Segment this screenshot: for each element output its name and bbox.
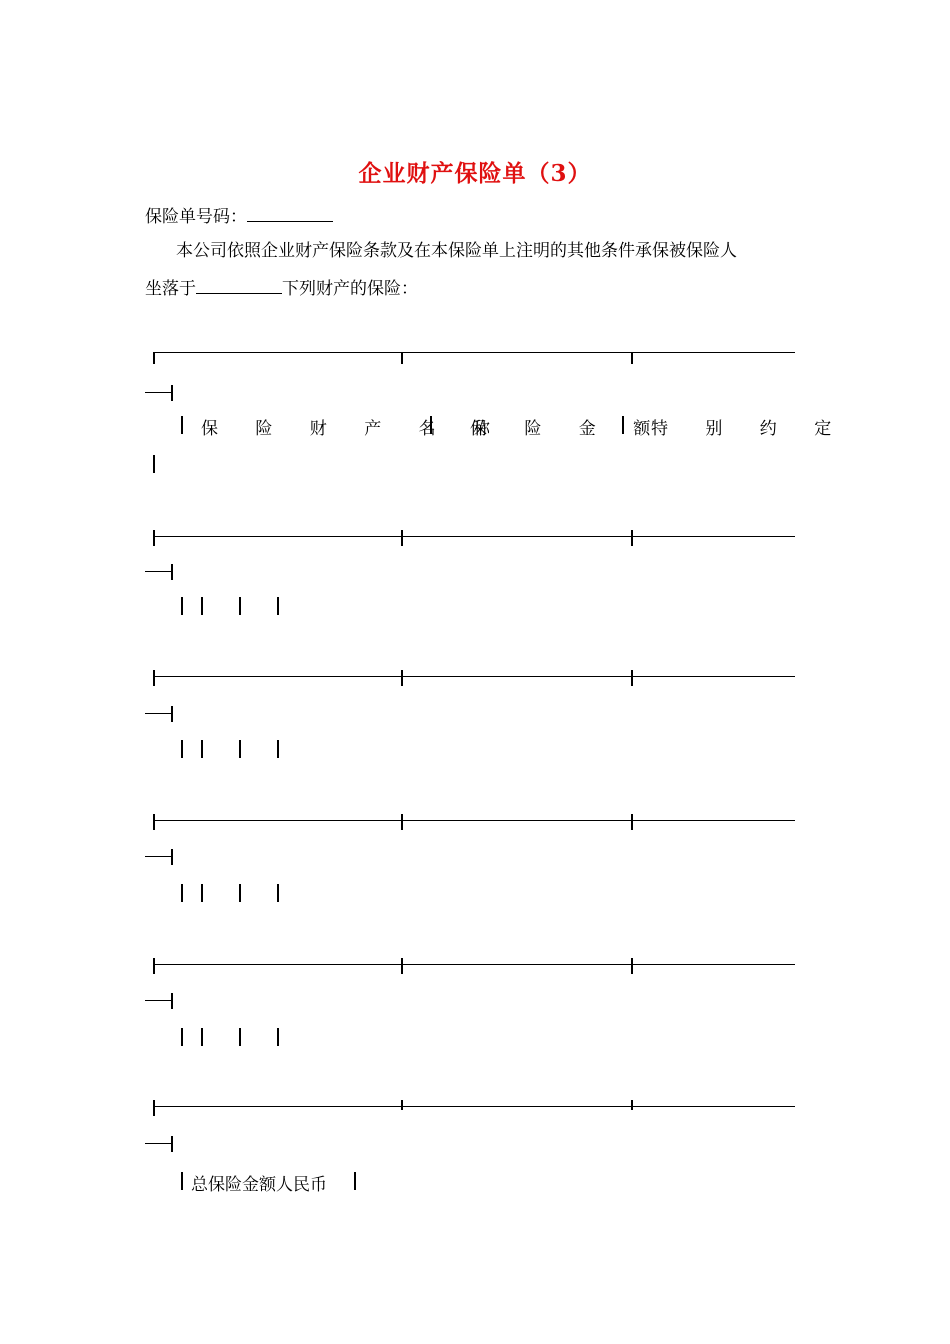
intro-line-1: 本公司依照企业财产保险条款及在本保险单上注明的其他条件承保被保险人 [176, 241, 737, 261]
row-separator-end [145, 993, 173, 1009]
cell-divider [181, 740, 183, 758]
policy-number-label: 保险单号码： [145, 207, 247, 227]
policy-number-blank [247, 203, 333, 222]
row-separator-end [145, 849, 173, 865]
cell-divider [181, 597, 183, 615]
cell-divider [181, 1172, 183, 1190]
cell-divider [239, 597, 241, 615]
document-title: 企业财产保险单（3） [358, 160, 592, 187]
cell-divider [201, 740, 203, 758]
row-separator-end [145, 706, 173, 722]
cell-divider [430, 416, 432, 434]
row-separator-end [145, 564, 173, 580]
row-separator [153, 814, 795, 826]
table-border-end [145, 385, 173, 401]
cell-divider [354, 1172, 356, 1190]
table-top-border [153, 352, 795, 364]
header-insured-amount-label: 保 险 金 额 [470, 419, 667, 439]
cell-divider [201, 884, 203, 902]
cell-divider [181, 1028, 183, 1046]
header-insured-amount [470, 414, 666, 439]
row-separator-end [145, 1136, 173, 1152]
location-suffix: 下列财产的保险： [282, 279, 418, 299]
location-prefix: 坐落于 [145, 279, 196, 299]
header-property-name-label: 保 险 财 产 名 称 [201, 419, 507, 439]
cell-divider [181, 884, 183, 902]
location-blank [196, 275, 282, 294]
cell-divider [239, 740, 241, 758]
header-property-name [201, 414, 506, 439]
cell-divider [277, 597, 279, 615]
cell-divider [622, 416, 624, 434]
row-separator [153, 1100, 795, 1112]
cell-divider [277, 884, 279, 902]
cell-divider [201, 1028, 203, 1046]
cell-divider [277, 1028, 279, 1046]
policy-number-line [145, 202, 333, 227]
intro-line-2 [145, 274, 418, 299]
cell-divider [153, 455, 155, 473]
header-special-terms [651, 414, 847, 439]
cell-divider [239, 884, 241, 902]
total-amount-label: 总保险金额人民币 [191, 1175, 327, 1195]
row-separator [153, 530, 795, 542]
cell-divider [239, 1028, 241, 1046]
header-special-terms-label: 特 别 约 定 [651, 419, 848, 439]
row-separator [153, 670, 795, 682]
cell-divider [201, 597, 203, 615]
cell-divider [181, 416, 183, 434]
row-separator [153, 958, 795, 970]
cell-divider [277, 740, 279, 758]
